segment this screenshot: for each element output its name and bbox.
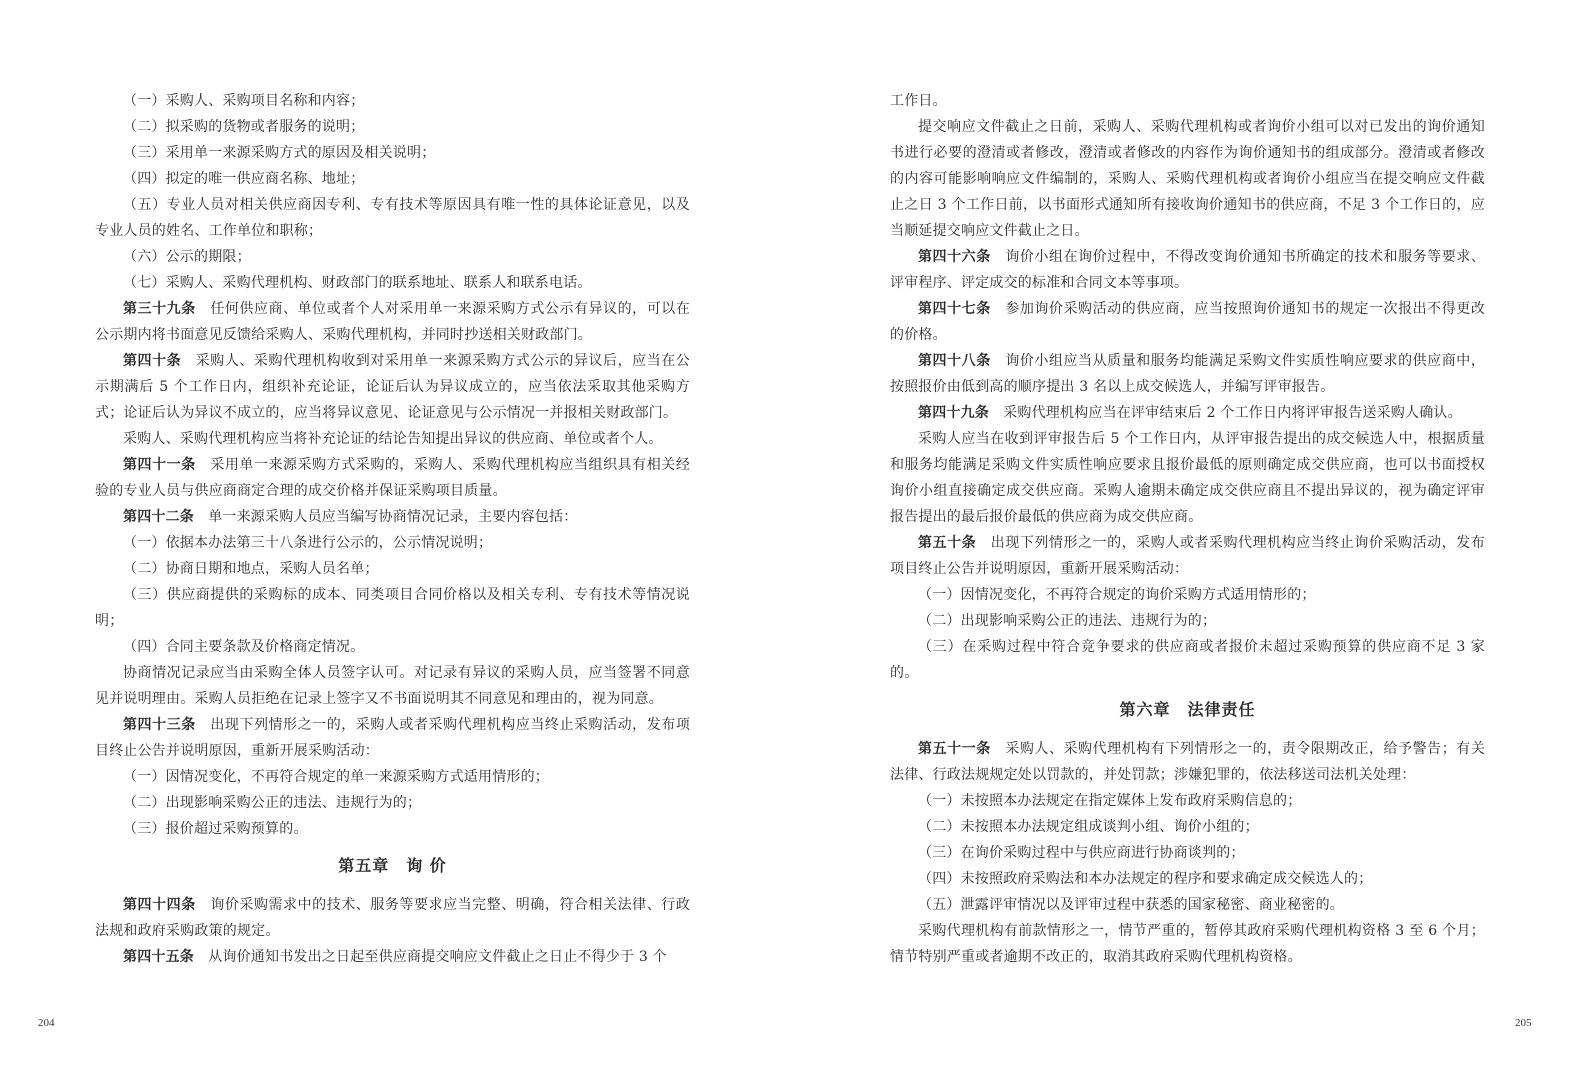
paragraph	[95, 660, 690, 712]
paragraph	[890, 634, 1485, 686]
paragraph-text: 询价小组应当从质量和服务均能满足采购文件实质性响应要求的供应商中，按照报价由低到高的顺序提出 3 名以上成交候选人，并编写评审报告。	[890, 353, 1486, 395]
article-paragraph	[95, 296, 690, 348]
paragraph-text: （五）专业人员对相关供应商因专利、专有技术等原因具有唯一性的具体论证意见，以及专业人员的姓名、工作单位和职称；	[95, 197, 690, 239]
page-number-left: 204	[38, 1017, 55, 1029]
article-paragraph	[890, 244, 1485, 296]
paragraph	[890, 114, 1485, 244]
article-label: 第四十八条	[918, 353, 991, 369]
article-paragraph	[890, 530, 1485, 582]
paragraph-text: 询价采购需求中的技术、服务等要求应当完整、明确，符合相关法律、行政法规和政府采购政策的规定。	[95, 897, 691, 939]
paragraph-text: 任何供应商、单位或者个人对采用单一来源采购方式公示有异议的，可以在公示期内将书面意见反馈给采购人、采购代理机构，并同时抄送相关财政部门。	[95, 301, 691, 343]
paragraph-text: 采购人、采购代理机构有下列情形之一的，责令限期改正，给予警告；有关法律、行政法规规定处以罚款的，并处罚款；涉嫌犯罪的，依法移送司法机关处理：	[890, 741, 1486, 783]
paragraph	[890, 788, 1485, 814]
paragraph-text: 从询价通知书发出之日起至供应商提交响应文件截止之日止不得少于 3 个	[208, 949, 667, 965]
paragraph	[890, 892, 1485, 918]
paragraph	[95, 192, 690, 244]
left-paragraphs	[95, 88, 690, 842]
right-page	[890, 88, 1485, 970]
paragraph-text: （四）拟定的唯一供应商名称、地址；	[123, 171, 365, 187]
paragraph	[95, 530, 690, 556]
article-paragraph	[890, 348, 1485, 400]
paragraph-text: 单一来源采购人员应当编写协商情况记录，主要内容包括：	[208, 509, 578, 525]
paragraph	[95, 816, 690, 842]
paragraph-text: 采购人、采购代理机构收到对采用单一来源采购方式公示的异议后，应当在公示期满后 5 个工作日内，组织补充论证，论证后认为异议成立的，应当依法采取其他采购方式；论证后认为异议不成立的，应当将异议意见、论证意见与公示情况一并报相关财政部门。	[95, 353, 690, 421]
article-label: 第四十六条	[918, 249, 991, 265]
paragraph-text: （三）在询价采购过程中与供应商进行协商谈判的；	[918, 845, 1245, 861]
article-label: 第四十九条	[918, 405, 989, 421]
article-label: 第三十九条	[123, 301, 196, 317]
paragraph	[95, 764, 690, 790]
article-label: 第四十五条	[123, 949, 194, 965]
paragraph-text: （一）采购人、采购项目名称和内容；	[123, 93, 365, 109]
paragraph-text: 采购代理机构应当在评审结束后 2 个工作日内将评审报告送采购人确认。	[1003, 405, 1462, 421]
article-paragraph	[95, 452, 690, 504]
paragraph-text: 采用单一来源采购方式采购的，采购人、采购代理机构应当组织具有相关经验的专业人员与供应商商定合理的成交价格并保证采购项目质量。	[95, 457, 691, 499]
article-paragraph	[890, 296, 1485, 348]
article-label: 第四十一条	[123, 457, 196, 473]
paragraph-text: 采购人应当在收到评审报告后 5 个工作日内，从评审报告提出的成交候选人中，根据质量和服务均能满足采购文件实质性响应要求且报价最低的原则确定成交供应商，也可以书面授权询价小组直接确定成交供应商。采购人逾期未确定成交供应商且不提出异议的，视为确定评审报告提出的最后报价最低的供应商为成交供应商。	[890, 431, 1485, 525]
article-paragraph	[95, 712, 690, 764]
paragraph-text: 询价小组在询价过程中，不得改变询价通知书所确定的技术和服务等要求、评审程序、评定成交的标准和合同文本等事项。	[890, 249, 1486, 291]
paragraph	[95, 270, 690, 296]
paragraph-text: （三）报价超过采购预算的。	[123, 821, 308, 837]
paragraph-text: （一）未按照本办法规定在指定媒体上发布政府采购信息的；	[918, 793, 1302, 809]
left-page	[95, 88, 690, 970]
paragraph-text: （四）合同主要条款及价格商定情况。	[123, 639, 365, 655]
paragraph-text: （一）因情况变化，不再符合规定的单一来源采购方式适用情形的；	[123, 769, 549, 785]
paragraph	[95, 114, 690, 140]
article-paragraph	[95, 944, 690, 970]
paragraph	[95, 426, 690, 452]
paragraph-text: （二）出现影响采购公正的违法、违规行为的；	[123, 795, 422, 811]
paragraph-text: 采购代理机构有前款情形之一，情节严重的，暂停其政府采购代理机构资格 3 至 6 个月；情节特别严重或者逾期不改正的，取消其政府采购代理机构资格。	[890, 923, 1485, 965]
paragraph	[95, 582, 690, 634]
right-paragraphs	[890, 88, 1485, 686]
paragraph-text: 出现下列情形之一的，采购人或者采购代理机构应当终止询价采购活动，发布项目终止公告并说明原因，重新开展采购活动：	[890, 535, 1485, 577]
paragraph	[890, 582, 1485, 608]
paragraph-text: 工作日。	[890, 93, 947, 109]
paragraph-text: （一）因情况变化，不再符合规定的询价采购方式适用情形的；	[918, 587, 1316, 603]
article-paragraph	[890, 736, 1485, 788]
right-paragraphs-after	[890, 736, 1485, 970]
paragraph-text: 参加询价采购活动的供应商，应当按照询价通知书的规定一次报出不得更改的价格。	[890, 301, 1486, 343]
paragraph-text: 提交响应文件截止之日前，采购人、采购代理机构或者询价小组可以对已发出的询价通知书进行必要的澄清或者修改，澄清或者修改的内容作为询价通知书的组成部分。澄清或者修改的内容可能影响响应文件编制的，采购人、采购代理机构或者询价小组应当在提交响应文件截止之日 3 个工作日前，以书面形式通知所有接收询价通知书的供应商，不足 3 个工作日的，应当顺延提交响应文件截止之日。	[890, 119, 1485, 239]
article-label: 第四十七条	[918, 301, 991, 317]
paragraph	[95, 556, 690, 582]
paragraph-text: （二）未按照本办法规定组成谈判小组、询价小组的；	[918, 819, 1259, 835]
article-label: 第五十条	[918, 535, 977, 551]
paragraph-text: （五）泄露评审情况以及评审过程中获悉的国家秘密、商业秘密的。	[918, 897, 1344, 913]
paragraph	[95, 140, 690, 166]
paragraph-text: （三）采用单一来源采购方式的原因及相关说明；	[123, 145, 436, 161]
paragraph-text: 出现下列情形之一的，采购人或者采购代理机构应当终止采购活动，发布项目终止公告并说明原因，重新开展采购活动：	[95, 717, 691, 759]
paragraph	[95, 634, 690, 660]
paragraph-text: 协商情况记录应当由采购全体人员签字认可。对记录有异议的采购人员，应当签署不同意见并说明理由。采购人员拒绝在记录上签字又不书面说明其不同意见和理由的，视为同意。	[95, 665, 690, 707]
article-paragraph	[95, 892, 690, 944]
paragraph	[890, 866, 1485, 892]
paragraph	[890, 608, 1485, 634]
paragraph	[890, 814, 1485, 840]
article-label: 第四十条	[123, 353, 182, 369]
paragraph-text: （三）在采购过程中符合竞争要求的供应商或者报价未超过采购预算的供应商不足 3 家的。	[890, 639, 1485, 681]
page-number-right: 205	[1515, 1017, 1532, 1029]
paragraph-text: （四）未按照政府采购法和本办法规定的程序和要求确定成交候选人的；	[918, 871, 1373, 887]
left-paragraphs-after	[95, 892, 690, 970]
article-label: 第四十二条	[123, 509, 194, 525]
paragraph	[95, 244, 690, 270]
article-paragraph	[95, 348, 690, 426]
chapter-title: 第六章 法律责任	[1119, 700, 1256, 719]
chapter-title: 第五章 询 价	[338, 856, 447, 875]
article-label: 第四十三条	[123, 717, 196, 733]
article-paragraph	[890, 400, 1485, 426]
paragraph	[890, 840, 1485, 866]
paragraph-text: （二）拟采购的货物或者服务的说明；	[123, 119, 365, 135]
paragraph-text: 采购人、采购代理机构应当将补充论证的结论告知提出异议的供应商、单位或者个人。	[123, 431, 663, 447]
paragraph-text: （七）采购人、采购代理机构、财政部门的联系地址、联系人和联系电话。	[123, 275, 592, 291]
article-label: 第四十四条	[123, 897, 196, 913]
paragraph	[95, 166, 690, 192]
paragraph	[95, 88, 690, 114]
paragraph-text: （二）出现影响采购公正的违法、违规行为的；	[918, 613, 1217, 629]
article-paragraph	[95, 504, 690, 530]
paragraph	[890, 426, 1485, 530]
paragraph-text: （一）依据本办法第三十八条进行公示的，公示情况说明；	[123, 535, 493, 551]
paragraph	[890, 918, 1485, 970]
paragraph-text: （三）供应商提供的采购标的成本、同类项目合同价格以及相关专利、专有技术等情况说明；	[95, 587, 690, 629]
article-label: 第五十一条	[918, 741, 991, 757]
paragraph	[890, 88, 1485, 114]
paragraph-text: （二）协商日期和地点，采购人员名单；	[123, 561, 379, 577]
paragraph	[95, 790, 690, 816]
paragraph-text: （六）公示的期限；	[123, 249, 251, 265]
